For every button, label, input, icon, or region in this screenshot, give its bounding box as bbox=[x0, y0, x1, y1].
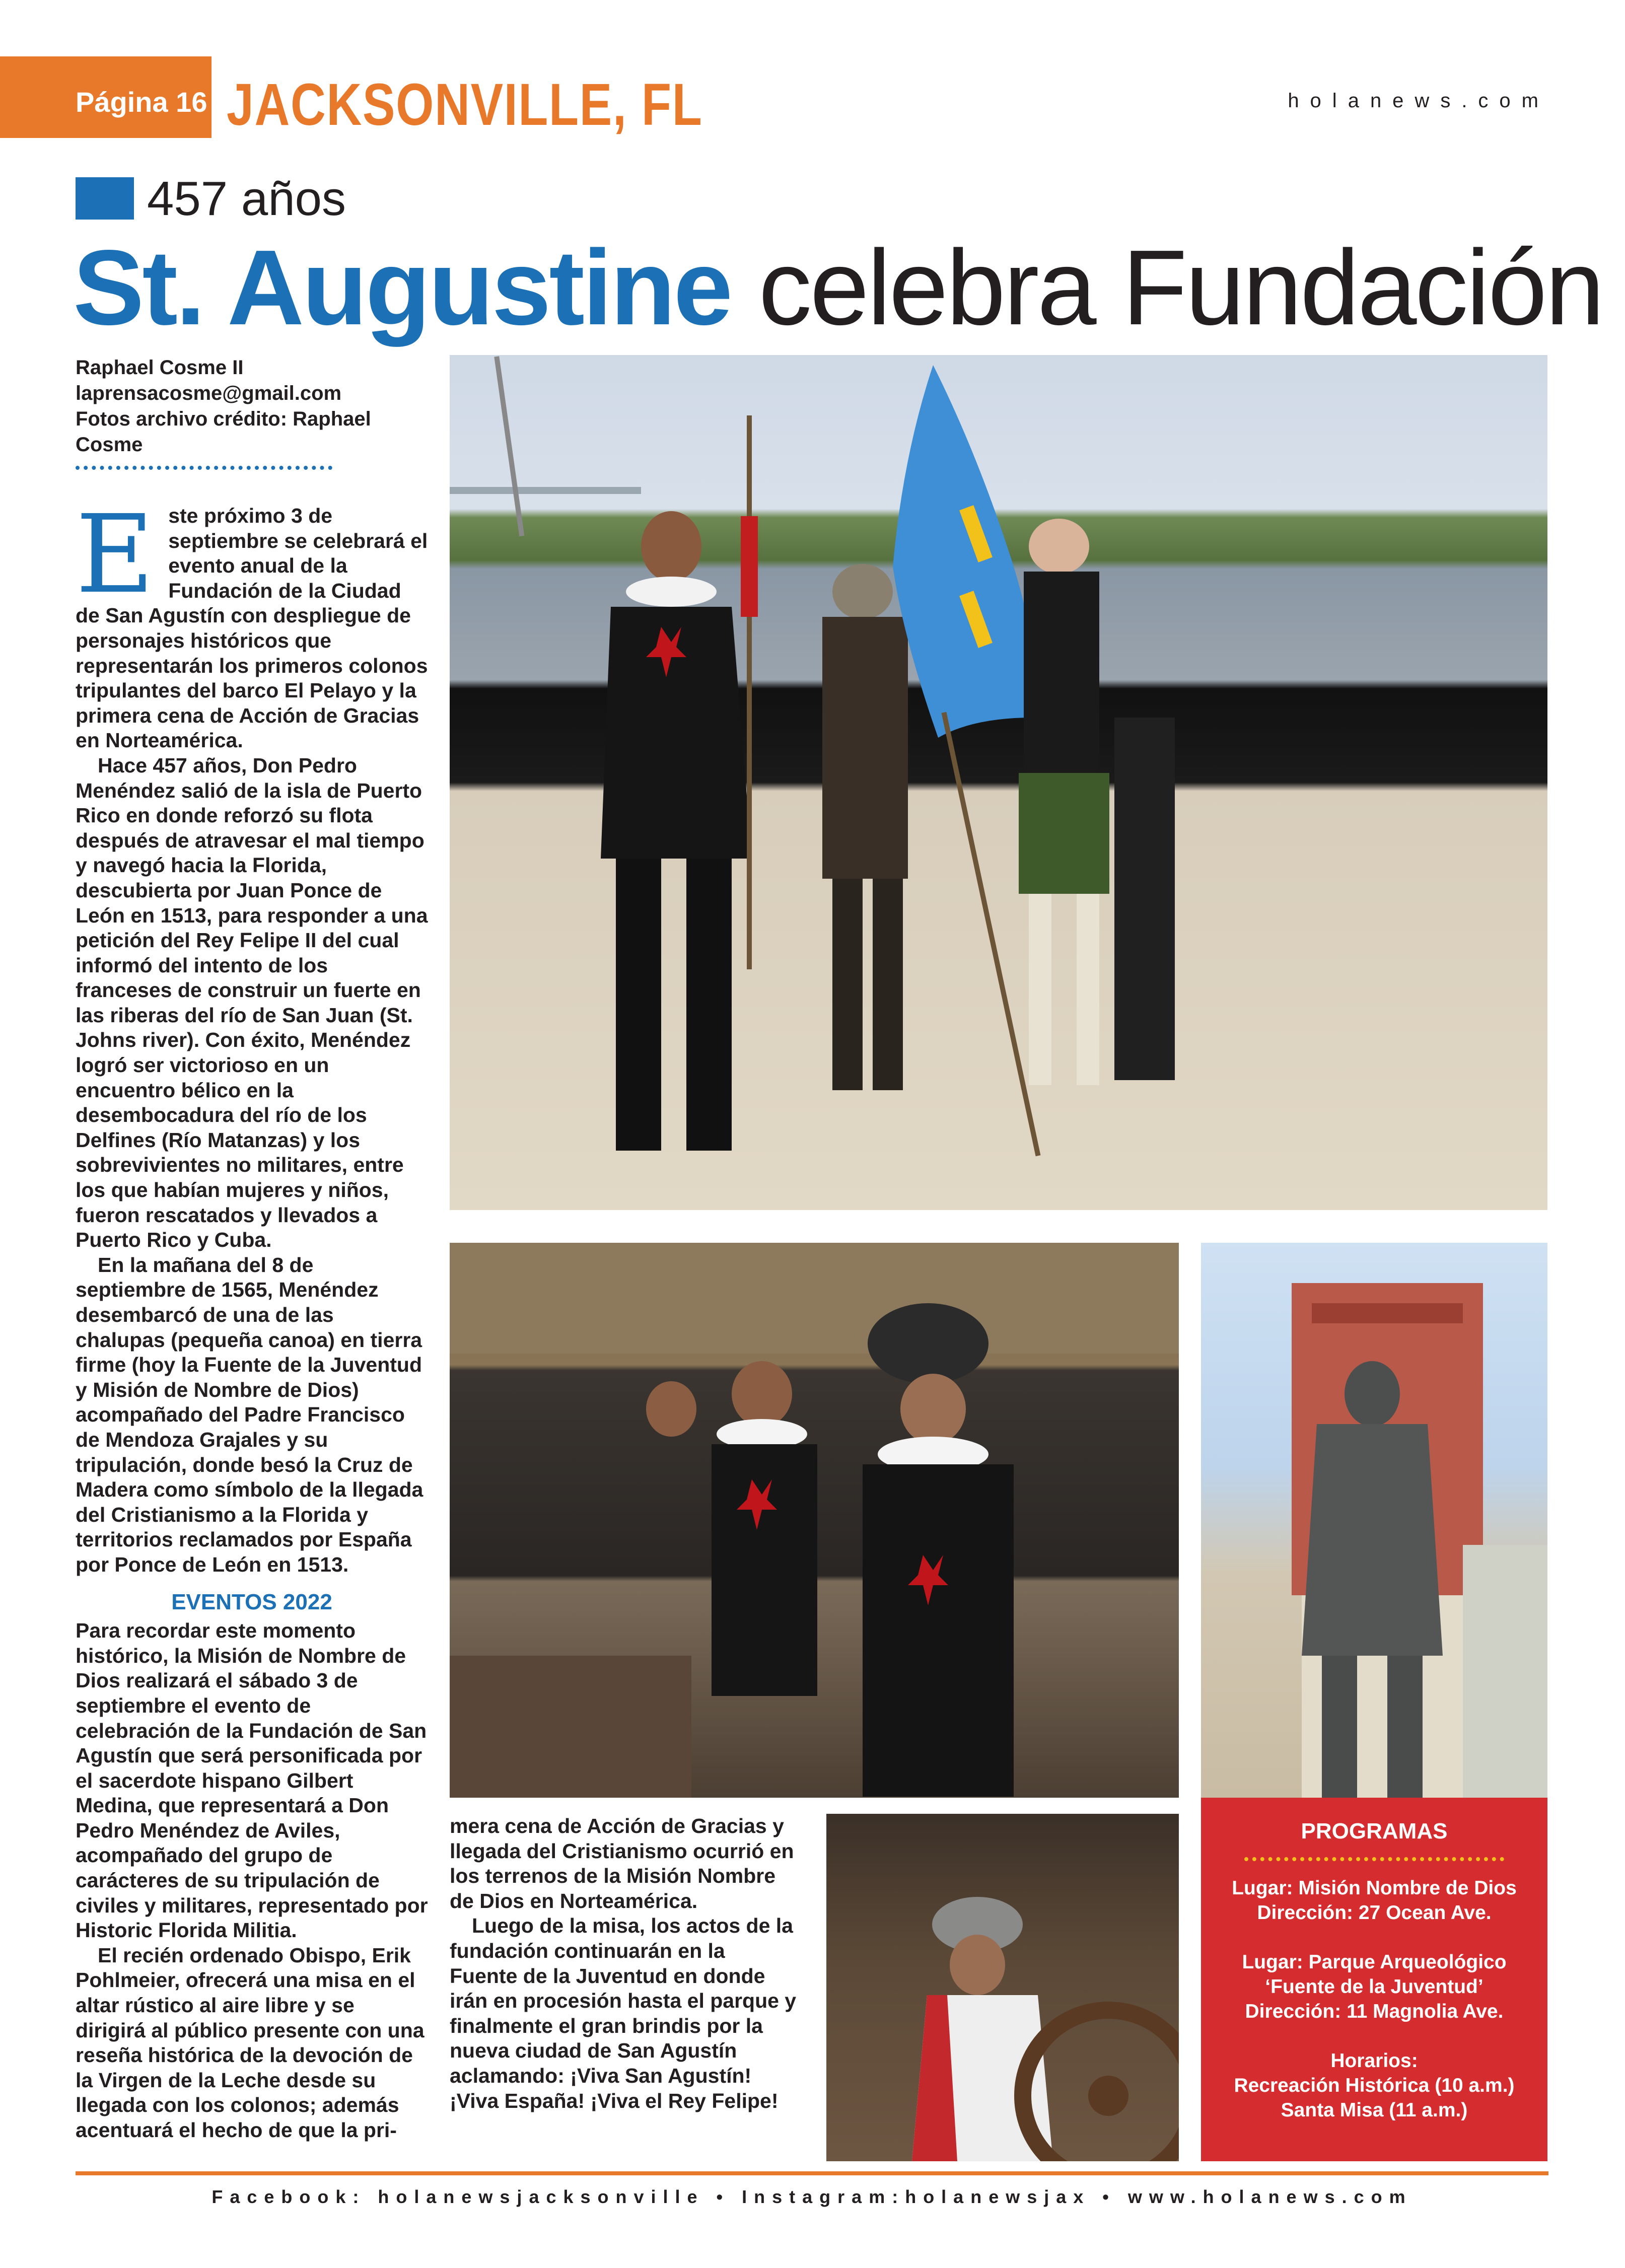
site-url[interactable]: holanews.com bbox=[1288, 90, 1549, 112]
article-column-1 bbox=[76, 492, 428, 2143]
paragraph-1: ste próximo 3 de septiembre se celebrará el evento anual de la Fundación de la Ciudad de San Agustín con despliegue de personajes históricos que representarán los primeros colonos tripulantes del barco El Pelayo y la primera cena de Acción de Gracias en Norteamérica. bbox=[76, 504, 428, 752]
footer-links[interactable]: Facebook: holanewsjacksonville • Instagram:holanewsjax • www.holanews.com bbox=[211, 2186, 1412, 2207]
section-title: JACKSONVILLE, FL bbox=[227, 72, 703, 138]
photo-toast bbox=[450, 1243, 1179, 1798]
byline-author: Raphael Cosme II bbox=[76, 357, 244, 379]
paragraph-7: Luego de la misa, los actos de la fundación continuarán en la Fuente de la Juventud en donde irán en procesión hasta el parque y finalmente el gran brindis por la nueva ciudad de San Agustín aclamando: ¡Viva San Agustín! ¡Viva España! ¡Viva el Rey Felipe! bbox=[450, 1914, 797, 2112]
programas-direccion-2: Dirección: 11 Magnolia Ave. bbox=[1245, 2001, 1504, 2022]
byline-divider bbox=[76, 466, 332, 470]
programas-lugar-2: Lugar: Parque Arqueológico bbox=[1242, 1951, 1507, 1973]
subhead-eventos: EVENTOS 2022 bbox=[171, 1589, 332, 1614]
headline-bold: St. Augustine bbox=[73, 228, 731, 347]
kicker-box bbox=[76, 177, 134, 220]
byline-credit: Fotos archivo crédito: Raphael Cosme bbox=[76, 408, 371, 456]
footer-rule bbox=[76, 2171, 1548, 2175]
spacer bbox=[1211, 2024, 1537, 2048]
paragraph-5: El recién ordenado Obispo, Erik Pohlmeier, ofrecerá una misa en el altar rústico al aire libre y se dirigirá al público presente con una reseña histórica de la devoción de la Virgen de la Leche desde su llegada con los colonos; además acentuará el hecho de que la pri- bbox=[76, 1943, 425, 2142]
photo-ship-wheel bbox=[826, 1814, 1179, 2161]
paragraph-3: En la mañana del 8 de septiembre de 1565, Menéndez desembarcó de una de las chalupas (pequeña canoa) en tierra firme (hoy la Fuente de la Juventud y Misión de Nombre de Dios) acompañado del Padre Francisco de Mendoza Grajales y su tripulación, donde besó la Cruz de Madera como símbolo de la llegada del Cristianismo a la Florida y territorios reclamados por España por Ponce de León en 1513. bbox=[76, 1253, 423, 1576]
programas-lugar-2-name: ‘Fuente de la Juventud’ bbox=[1265, 1976, 1483, 1998]
spacer bbox=[1211, 1925, 1537, 1950]
page-number: Página 16 bbox=[76, 86, 207, 118]
paragraph-2: Hace 457 años, Don Pedro Menéndez salió de la isla de Puerto Rico en donde reforzó su flota después de atravesar el mal tiempo y navegó hacia la Florida, descubierta por Juan Ponce de León en 1513, para responder a una petición del Rey Felipe II del cual informó del intento de los franceses de construir un fuerte en las riberas del río de San Juan (St. Johns river). Con éxito, Menéndez logró ser victorioso en un encuentro bélico en la desembocadura del río de los Delfines (Río Matanzas) y los sobrevivientes no militares, entre los que habían mujeres y niños, fueron rescatados y llevados a Puerto Rico y Cuba. bbox=[76, 753, 428, 1252]
programas-direccion-1: Dirección: 27 Ocean Ave. bbox=[1257, 1902, 1492, 1924]
programas-box bbox=[1201, 1798, 1547, 2161]
photo-statue bbox=[1201, 1243, 1547, 1798]
headline bbox=[73, 228, 1603, 347]
paragraph-6: mera cena de Acción de Gracias y llegada del Cristianismo ocurrió en los terrenos de la Misión Nombre de Dios en Norteamérica. bbox=[450, 1814, 794, 1912]
photo-reenactors-flag bbox=[450, 355, 1547, 1210]
programas-title: PROGRAMAS bbox=[1301, 1819, 1448, 1844]
headline-rest: celebra Fundación bbox=[731, 228, 1603, 347]
article-column-2 bbox=[450, 1814, 797, 2113]
kicker: 457 años bbox=[147, 172, 346, 226]
byline-email[interactable]: laprensacosme@gmail.com bbox=[76, 382, 342, 404]
programas-divider bbox=[1244, 1857, 1504, 1861]
programas-lugar-1: Lugar: Misión Nombre de Dios bbox=[1232, 1877, 1517, 1899]
programas-horario-1: Recreación Histórica (10 a.m.) bbox=[1234, 2075, 1515, 2096]
programas-list bbox=[1211, 1876, 1537, 2122]
dropcap: E bbox=[76, 492, 155, 617]
paragraph-4: Para recordar este momento histórico, la Misión de Nombre de Dios realizará el sábado 3 de septiembre el evento de celebración de la Fundación de San Agustín que será personificada por el sacerdote hispano Gilbert Medina, que representará a Don Pedro Menéndez de Aviles, acompañado del grupo de carácteres de su tripulación de civiles y militares, representado por Historic Florida Militia. bbox=[76, 1619, 428, 1942]
programas-horario-2: Santa Misa (11 a.m.) bbox=[1281, 2099, 1468, 2121]
programas-horarios: Horarios: bbox=[1330, 2050, 1418, 2072]
byline bbox=[76, 355, 388, 458]
